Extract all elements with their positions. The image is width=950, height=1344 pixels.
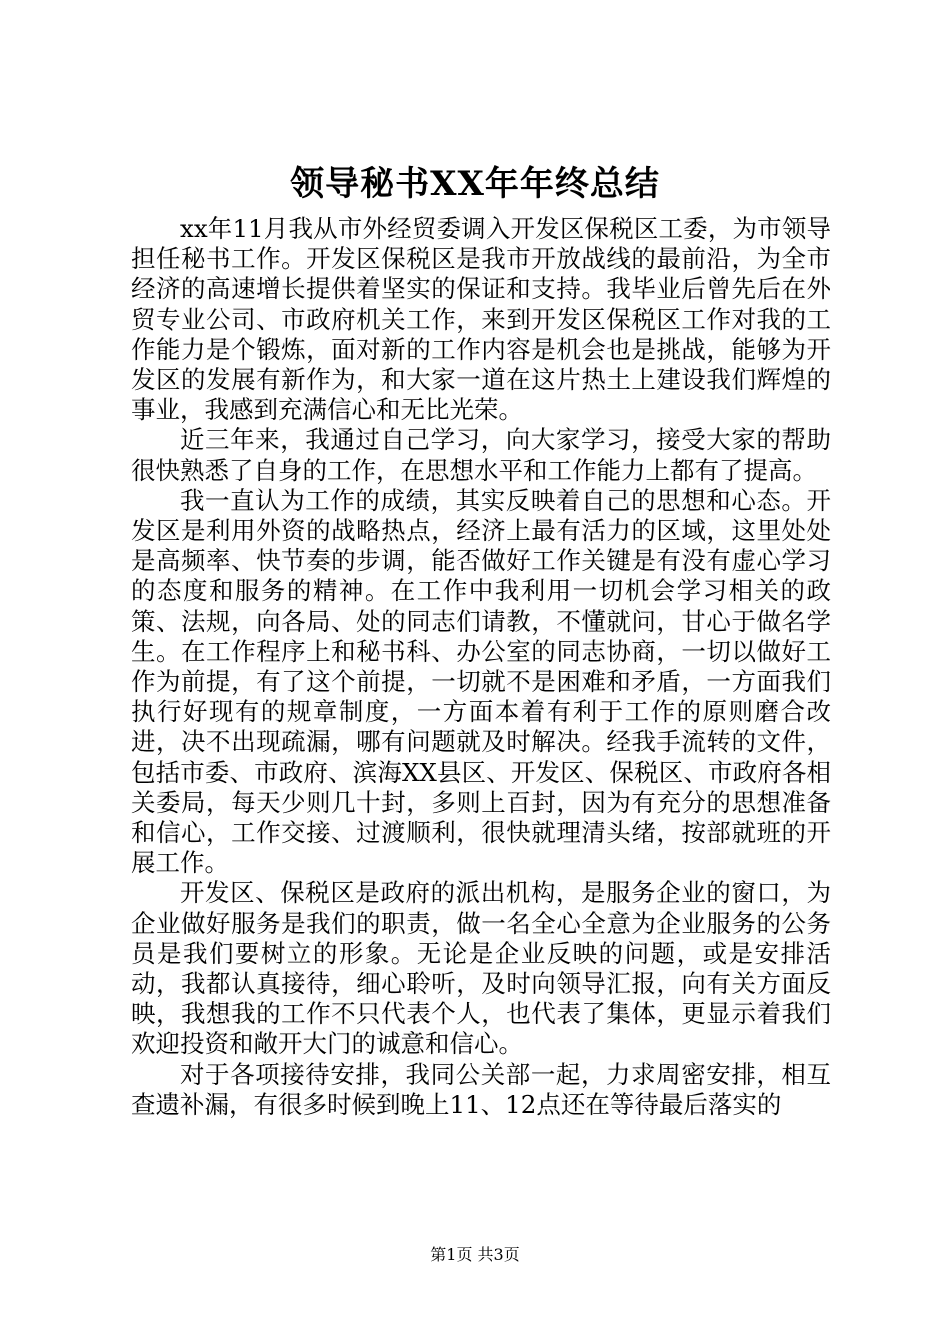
page-number-footer: 第1页 共3页 xyxy=(430,1245,520,1264)
paragraph: xx年11月我从市外经贸委调入开发区保税区工委，为市领导担任秘书工作。开发区保税区是我市开放战线的最前沿，为全市经济的高速增长提供着坚实的保证和支持。我毕业后曾先后在外贸专业公司、市政府机关工作，来到开发区保税区工作对我的工作能力是个锻炼，面对新的工作内容是机会也是挑战，能够为开发区的发展有新作为，和大家一道在这片热土上建设我们辉煌的事业，我感到充满信心和无比光荣。 xyxy=(131,214,831,425)
document-body xyxy=(131,214,831,1120)
paragraph: 我一直认为工作的成绩，其实反映着自己的思想和心态。开发区是利用外资的战略热点，经济上最有活力的区域，这里处处是高频率、快节奏的步调，能否做好工作关键是有没有虚心学习的态度和服务的精神。在工作中我利用一切机会学习相关的政策、法规，向各局、处的同志们请教，不懂就问，甘心于做名学生。在工作程序上和秘书科、办公室的同志协商，一切以做好工作为前提，有了这个前提，一切就不是困难和矛盾，一方面我们执行好现有的规章制度，一方面本着有利于工作的原则磨合改进，决不出现疏漏，哪有问题就及时解决。经我手流转的文件，包括市委、市政府、滨海XX县区、开发区、保税区、市政府各相关委局，每天少则几十封，多则上百封，因为有充分的思想准备和信心，工作交接、过渡顺利，很快就理清头绪，按部就班的开展工作。 xyxy=(131,485,831,878)
paragraph: 开发区、保税区是政府的派出机构，是服务企业的窗口，为企业做好服务是我们的职责，做一名全心全意为企业服务的公务员是我们要树立的形象。无论是企业反映的问题，或是安排活动，我都认真接待，细心聆听，及时向领导汇报，向有关方面反映，我想我的工作不只代表个人，也代表了集体，更显示着我们欢迎投资和敞开大门的诚意和信心。 xyxy=(131,878,831,1059)
paragraph: 对于各项接待安排，我同公关部一起，力求周密安排，相互查遗补漏，有很多时候到晚上11、12点还在等待最后落实的 xyxy=(131,1059,831,1119)
document-title: 领导秘书XX年年终总结 xyxy=(290,164,660,204)
paragraph: 近三年来，我通过自己学习，向大家学习，接受大家的帮助很快熟悉了自身的工作，在思想水平和工作能力上都有了提高。 xyxy=(131,425,831,485)
